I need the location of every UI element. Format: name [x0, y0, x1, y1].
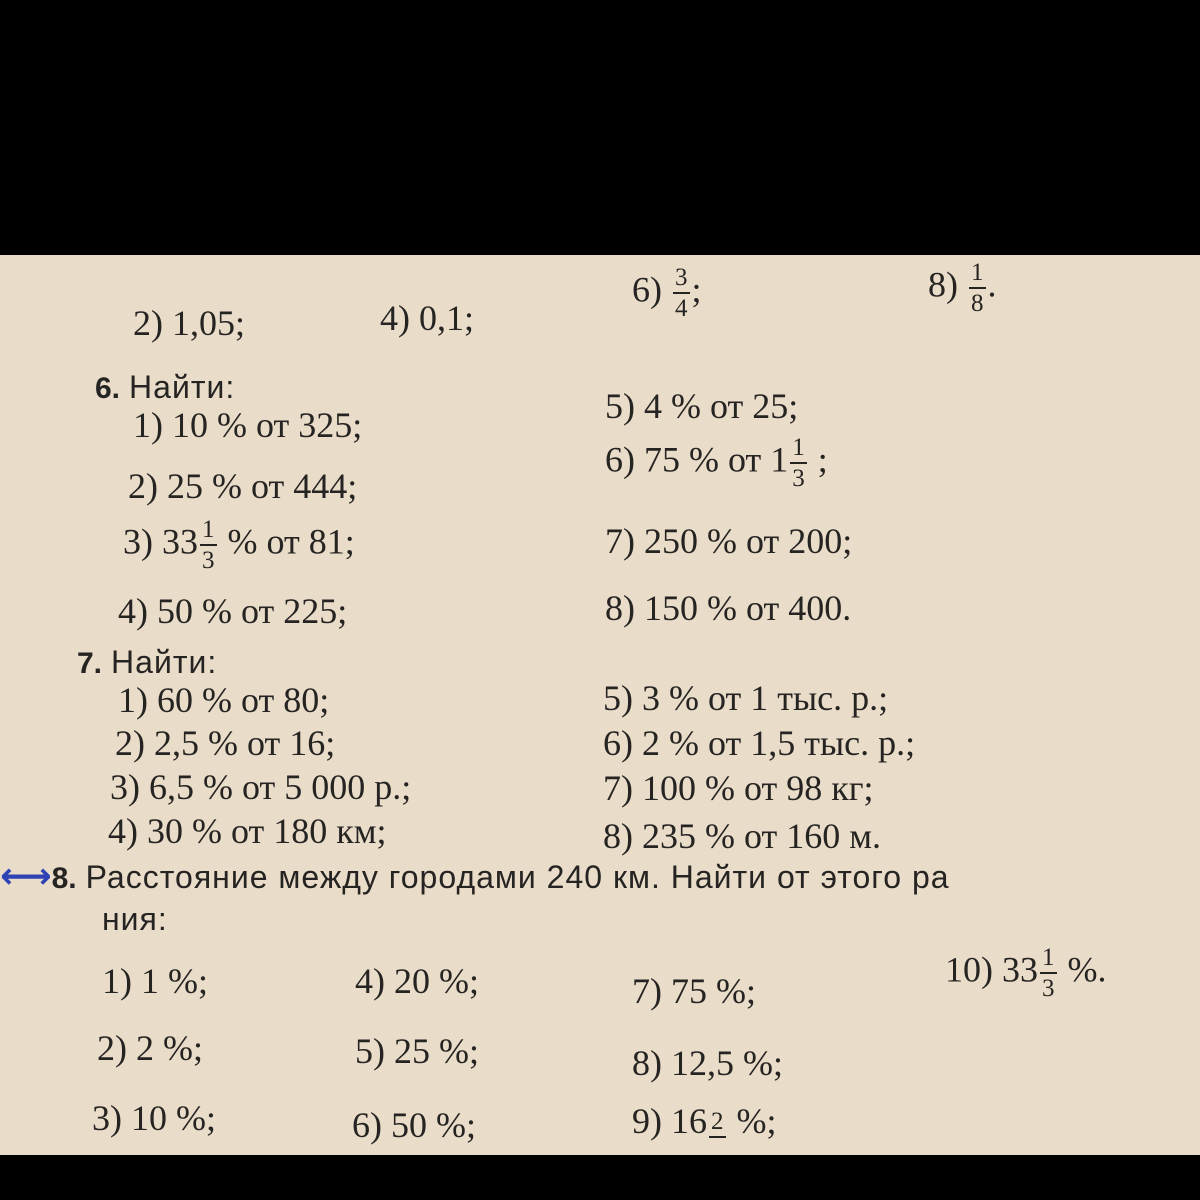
task8-item-7: 7) 75 %; [632, 971, 756, 1011]
task8-item-4: 4) 20 %; [355, 961, 479, 1001]
textbook-page [0, 255, 1200, 1155]
task-number: 8. [51, 862, 77, 895]
task8-item-10: 10) 33 $\frac{1}{3}$ %. [945, 944, 1107, 1002]
task8-item-6: 6) 50 %; [352, 1105, 476, 1145]
task6-item-4: 4) 50 % от 225; [118, 591, 348, 631]
fraction: $\frac{1}{3}$ [202, 516, 215, 574]
fraction: $\frac{1}{8}$ [971, 259, 984, 317]
task6-item-2: 2) 25 % от 444; [128, 466, 358, 506]
task7-item-7: 7) 100 % от 98 кг; [603, 768, 874, 808]
task7-item-8: 8) 235 % от 160 м. [603, 816, 882, 856]
task7-item-1: 1) 60 % от 80; [118, 680, 330, 720]
task8-item-1: 1) 1 %; [102, 961, 208, 1001]
fraction: $\frac{1}{3}$ [1042, 944, 1055, 1002]
task7-item-4: 4) 30 % от 180 км; [108, 811, 387, 851]
double-arrow-icon: ⟷ [0, 856, 52, 897]
task6-item-6: 6) 75 % от 1 $\frac{1}{3}$ ; [605, 434, 828, 492]
task6-item-1: 1) 10 % от 325; [133, 405, 363, 445]
task7-item-2: 2) 2,5 % от 16; [115, 723, 336, 763]
answer-4: 4) 0,1; [380, 298, 474, 338]
task8-item-3: 3) 10 %; [92, 1098, 216, 1138]
task8-item-2: 2) 2 %; [97, 1028, 203, 1068]
task-number: 7. [77, 647, 103, 680]
task-title: Найти: [129, 369, 236, 405]
task6-item-7: 7) 250 % от 200; [605, 521, 853, 561]
task8-heading [0, 858, 950, 895]
fraction: 2 [709, 1109, 726, 1140]
task7-heading [77, 643, 217, 679]
answer-8: 8) $\frac{1}{8}$ . [928, 259, 997, 317]
task8-item-5: 5) 25 %; [355, 1031, 479, 1071]
task7-item-5: 5) 3 % от 1 тыс. р.; [603, 678, 889, 718]
task7-item-6: 6) 2 % от 1,5 тыс. р.; [603, 723, 916, 763]
task6-item-8: 8) 150 % от 400. [605, 588, 852, 628]
answer-6: 6) $\frac{3}{4}$ ; [632, 264, 702, 322]
task-title: Найти: [111, 644, 218, 680]
task-title: Расстояние между городами 240 км. Найти от этого ра [85, 859, 950, 895]
task7-item-3: 3) 6,5 % от 5 000 р.; [110, 767, 412, 807]
task8-item-9: 9) 16 2 %; [632, 1101, 777, 1141]
task-number: 6. [95, 372, 121, 405]
fraction: $\frac{3}{4}$ [675, 264, 688, 322]
answer-2: 2) 1,05; [133, 303, 245, 343]
fraction: $\frac{1}{3}$ [792, 434, 805, 492]
task8-item-8: 8) 12,5 %; [632, 1043, 783, 1083]
task6-item-5: 5) 4 % от 25; [605, 386, 799, 426]
task6-item-3: 3) 33 $\frac{1}{3}$ % от 81; [123, 516, 355, 574]
task6-heading [95, 368, 235, 404]
task8-heading-continuation: ния: [102, 901, 168, 937]
